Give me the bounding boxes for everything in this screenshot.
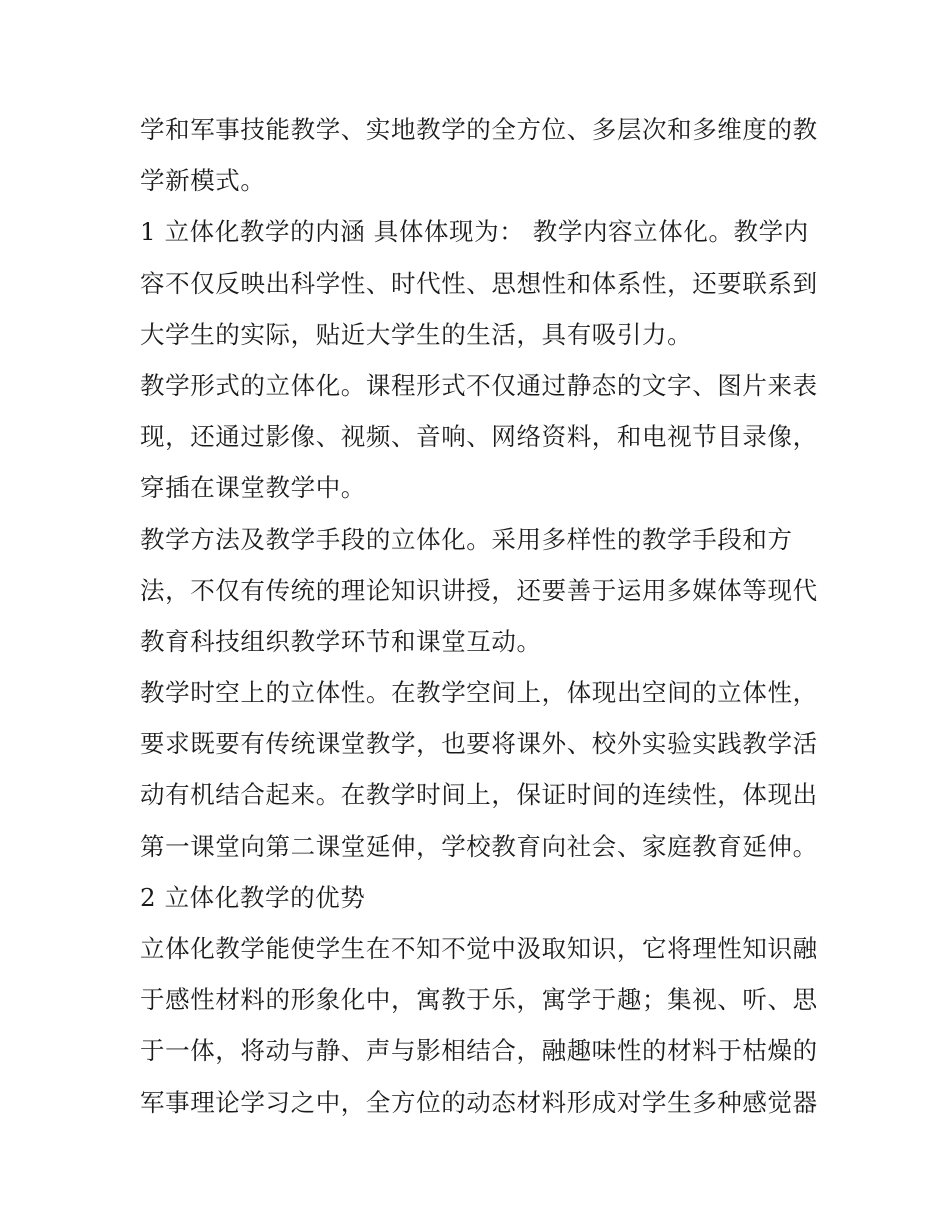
text-line: 学新模式。 <box>140 166 266 196</box>
section-heading-line: 2 立体化教学的优势 <box>140 882 366 912</box>
text-line: 要求既要有传统课堂教学，也要将课外、校外实验实践教学活 <box>140 729 818 759</box>
text-line: 军事理论学习之中，全方位的动态材料形成对学生多种感觉器 <box>140 1087 818 1117</box>
text-line: 教学形式的立体化。课程形式不仅通过静态的文字、图片来表 <box>140 370 818 400</box>
text-line: 教育科技组织教学环节和课堂互动。 <box>140 626 542 656</box>
text-line: 立体化教学能使学生在不知不觉中汲取知识，它将理性知识融 <box>140 934 818 963</box>
text-line: 法，不仅有传统的理论知识讲授，还要善于运用多媒体等现代 <box>140 575 818 605</box>
text-line: 穿插在课堂教学中。 <box>140 473 366 503</box>
text-line: 大学生的实际，贴近大学生的生活，具有吸引力。 <box>140 319 693 349</box>
text-line: 于一体，将动与静、声与影相结合，融趣味性的材料于枯燥的 <box>140 1036 818 1066</box>
text-line: 教学方法及教学手段的立体化。采用多样性的教学手段和方 <box>140 524 793 554</box>
text-line: 于感性材料的形象化中，寓教于乐，寓学于趣；集视、听、思 <box>140 985 818 1015</box>
text-line: 学和军事技能教学、实地教学的全方位、多层次和多维度的教 <box>140 115 818 144</box>
text-line: 教学时空上的立体性。在教学空间上，体现出空间的立体性， <box>140 678 818 708</box>
text-line: 容不仅反映出科学性、时代性、思想性和体系性，还要联系到 <box>140 268 818 298</box>
section-heading-line: 1 立体化教学的内涵 具体体现为： 教学内容立体化。教学内 <box>140 217 809 247</box>
body-text <box>140 104 820 1128</box>
text-line: 动有机结合起来。在教学时间上，保证时间的连续性，体现出 <box>140 780 818 810</box>
text-line: 现，还通过影像、视频、音响、网络资料，和电视节目录像， <box>140 422 818 452</box>
text-line: 第一课堂向第二课堂延伸，学校教育向社会、家庭教育延伸。 <box>140 831 818 861</box>
